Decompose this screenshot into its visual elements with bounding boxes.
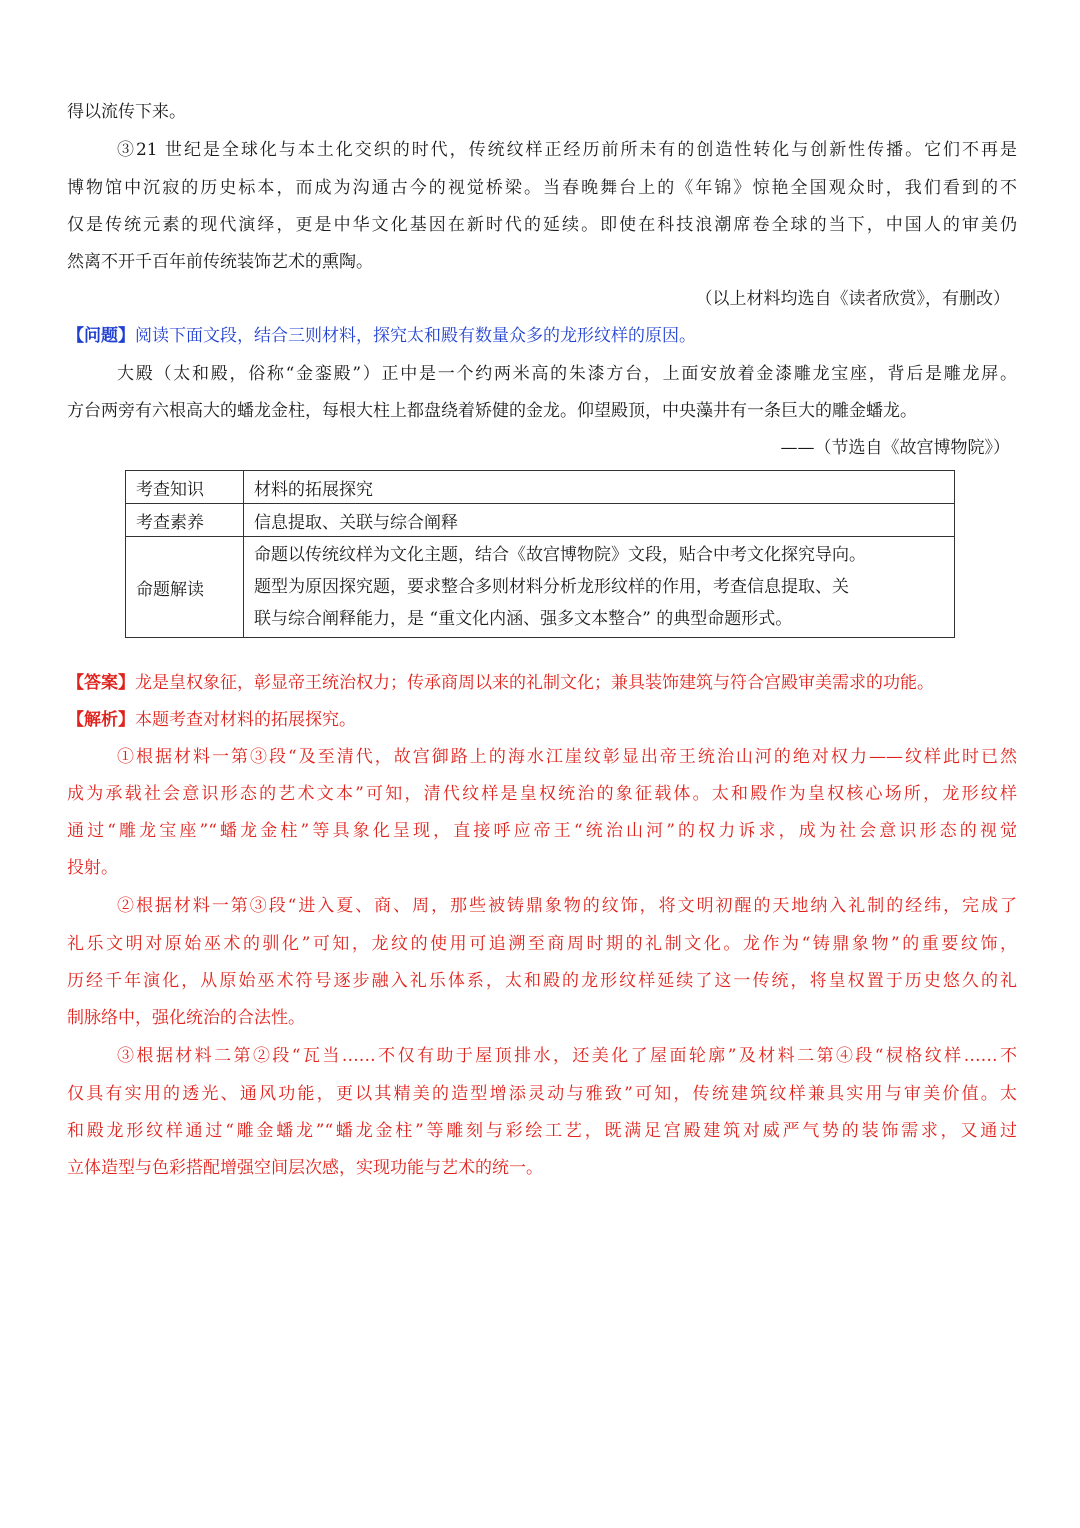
excerpt-line: 方台两旁有六根高大的蟠龙金柱，每根大柱上都盘绕着矫健的金龙。仰望殿顶，中央藻井有一条巨大的雕金蟠龙。 — [67, 401, 917, 421]
passage-line: 得以流传下来。 — [67, 102, 186, 122]
analysis-p3-line: 仅具有实用的透光、通风功能，更以其精美的造型增添灵动与雅致”可知，传统建筑纹样兼具实用与审美价值。太 — [67, 1084, 1017, 1104]
table-value: 材料的拓展探究 — [244, 471, 955, 504]
answer-text: 龙是皇权象征，彰显帝王统治权力；传承商周以来的礼制文化；兼具装饰建筑与符合宫殿审美需求的功能。 — [135, 673, 934, 693]
table-value-line: 命题以传统纹样为文化主题，结合《故宫博物院》文段，贴合中考文化探究导向。 — [254, 545, 866, 565]
analysis-header — [67, 709, 356, 731]
excerpt-line: 大殿（太和殿，俗称“金銮殿”）正中是一个约两米高的朱漆方台，上面安放着金漆雕龙宝座，背后是雕龙屏。 — [117, 364, 1017, 384]
question-tag: 【问题】 — [67, 326, 135, 346]
answer — [67, 672, 934, 694]
table-row — [126, 471, 955, 504]
passage-para3-line: 仅是传统元素的现代演绎，更是中华文化基因在新时代的延续。即使在科技浪潮席卷全球的当下，中国人的审美仍 — [67, 215, 1017, 235]
analysis-p1-line: 投射。 — [67, 858, 118, 878]
table-value-line: 题型为原因探究题，要求整合多则材料分析龙形纹样的作用，考查信息提取、关 — [254, 577, 849, 597]
table-row — [126, 504, 955, 537]
table-value — [244, 537, 955, 638]
analysis-p1-line: ①根据材料一第③段“及至清代，故宫御路上的海水江崖纹彰显出帝王统治山河的绝对权力——纹样此时已然 — [117, 747, 1017, 767]
analysis-p2-line: 历经千年演化，从原始巫术符号逐步融入礼乐体系，太和殿的龙形纹样延续了这一传统，将皇权置于历史悠久的礼 — [67, 971, 1017, 991]
analysis-p3-line: 和殿龙形纹样通过“雕金蟠龙”“蟠龙金柱”等雕刻与彩绘工艺，既满足宫殿建筑对威严气势的装饰需求，又通过 — [67, 1121, 1017, 1141]
question — [67, 325, 696, 347]
passage-source: （以上材料均选自《读者欣赏》，有删改） — [695, 289, 1010, 309]
analysis-p1-line: 通过“雕龙宝座”“蟠龙金柱”等具象化呈现，直接呼应帝王“统治山河”的权力诉求，成为社会意识形态的视觉 — [67, 821, 1017, 841]
exam-info-table — [125, 470, 955, 638]
analysis-p3-line: 立体造型与色彩搭配增强空间层次感，实现功能与艺术的统一。 — [67, 1158, 543, 1178]
excerpt-source: ——（节选自《故宫博物院》） — [780, 438, 1010, 458]
answer-tag: 【答案】 — [67, 673, 135, 693]
table-key: 考查知识 — [126, 471, 244, 504]
analysis-p2-line: 礼乐文明对原始巫术的驯化”可知，龙纹的使用可追溯至商周时期的礼制文化。龙作为“铸鼎象物”的重要纹饰， — [67, 934, 1017, 954]
table-value-line: 联与综合阐释能力，是 “重文化内涵、强多文本整合” 的典型命题形式。 — [254, 609, 793, 629]
passage-para3-line: 然离不开千百年前传统装饰艺术的熏陶。 — [67, 252, 373, 272]
table-row — [126, 537, 955, 638]
table-key: 考查素养 — [126, 504, 244, 537]
analysis-p3-line: ③根据材料二第②段“瓦当……不仅有助于屋顶排水，还美化了屋面轮廓”及材料二第④段“棂格纹样……不 — [117, 1046, 1017, 1066]
passage-para3-line: ③21 世纪是全球化与本土化交织的时代，传统纹样正经历前所未有的创造性转化与创新性传播。它们不再是 — [117, 140, 1017, 160]
question-text: 阅读下面文段，结合三则材料，探究太和殿有数量众多的龙形纹样的原因。 — [135, 326, 696, 346]
analysis-tag: 【解析】 — [67, 710, 135, 730]
passage-para3-line: 博物馆中沉寂的历史标本，而成为沟通古今的视觉桥梁。当春晚舞台上的《年锦》惊艳全国观众时，我们看到的不 — [67, 178, 1017, 198]
analysis-p2-line: ②根据材料一第③段“进入夏、商、周，那些被铸鼎象物的纹饰，将文明初醒的天地纳入礼制的经纬，完成了 — [117, 896, 1017, 916]
analysis-p2-line: 制脉络中，强化统治的合法性。 — [67, 1008, 305, 1028]
table-key: 命题解读 — [126, 537, 244, 638]
analysis-p1-line: 成为承载社会意识形态的艺术文本”可知，清代纹样是皇权统治的象征载体。太和殿作为皇权核心场所，龙形纹样 — [67, 784, 1017, 804]
analysis-text: 本题考查对材料的拓展探究。 — [135, 710, 356, 730]
table-value: 信息提取、关联与综合阐释 — [244, 504, 955, 537]
